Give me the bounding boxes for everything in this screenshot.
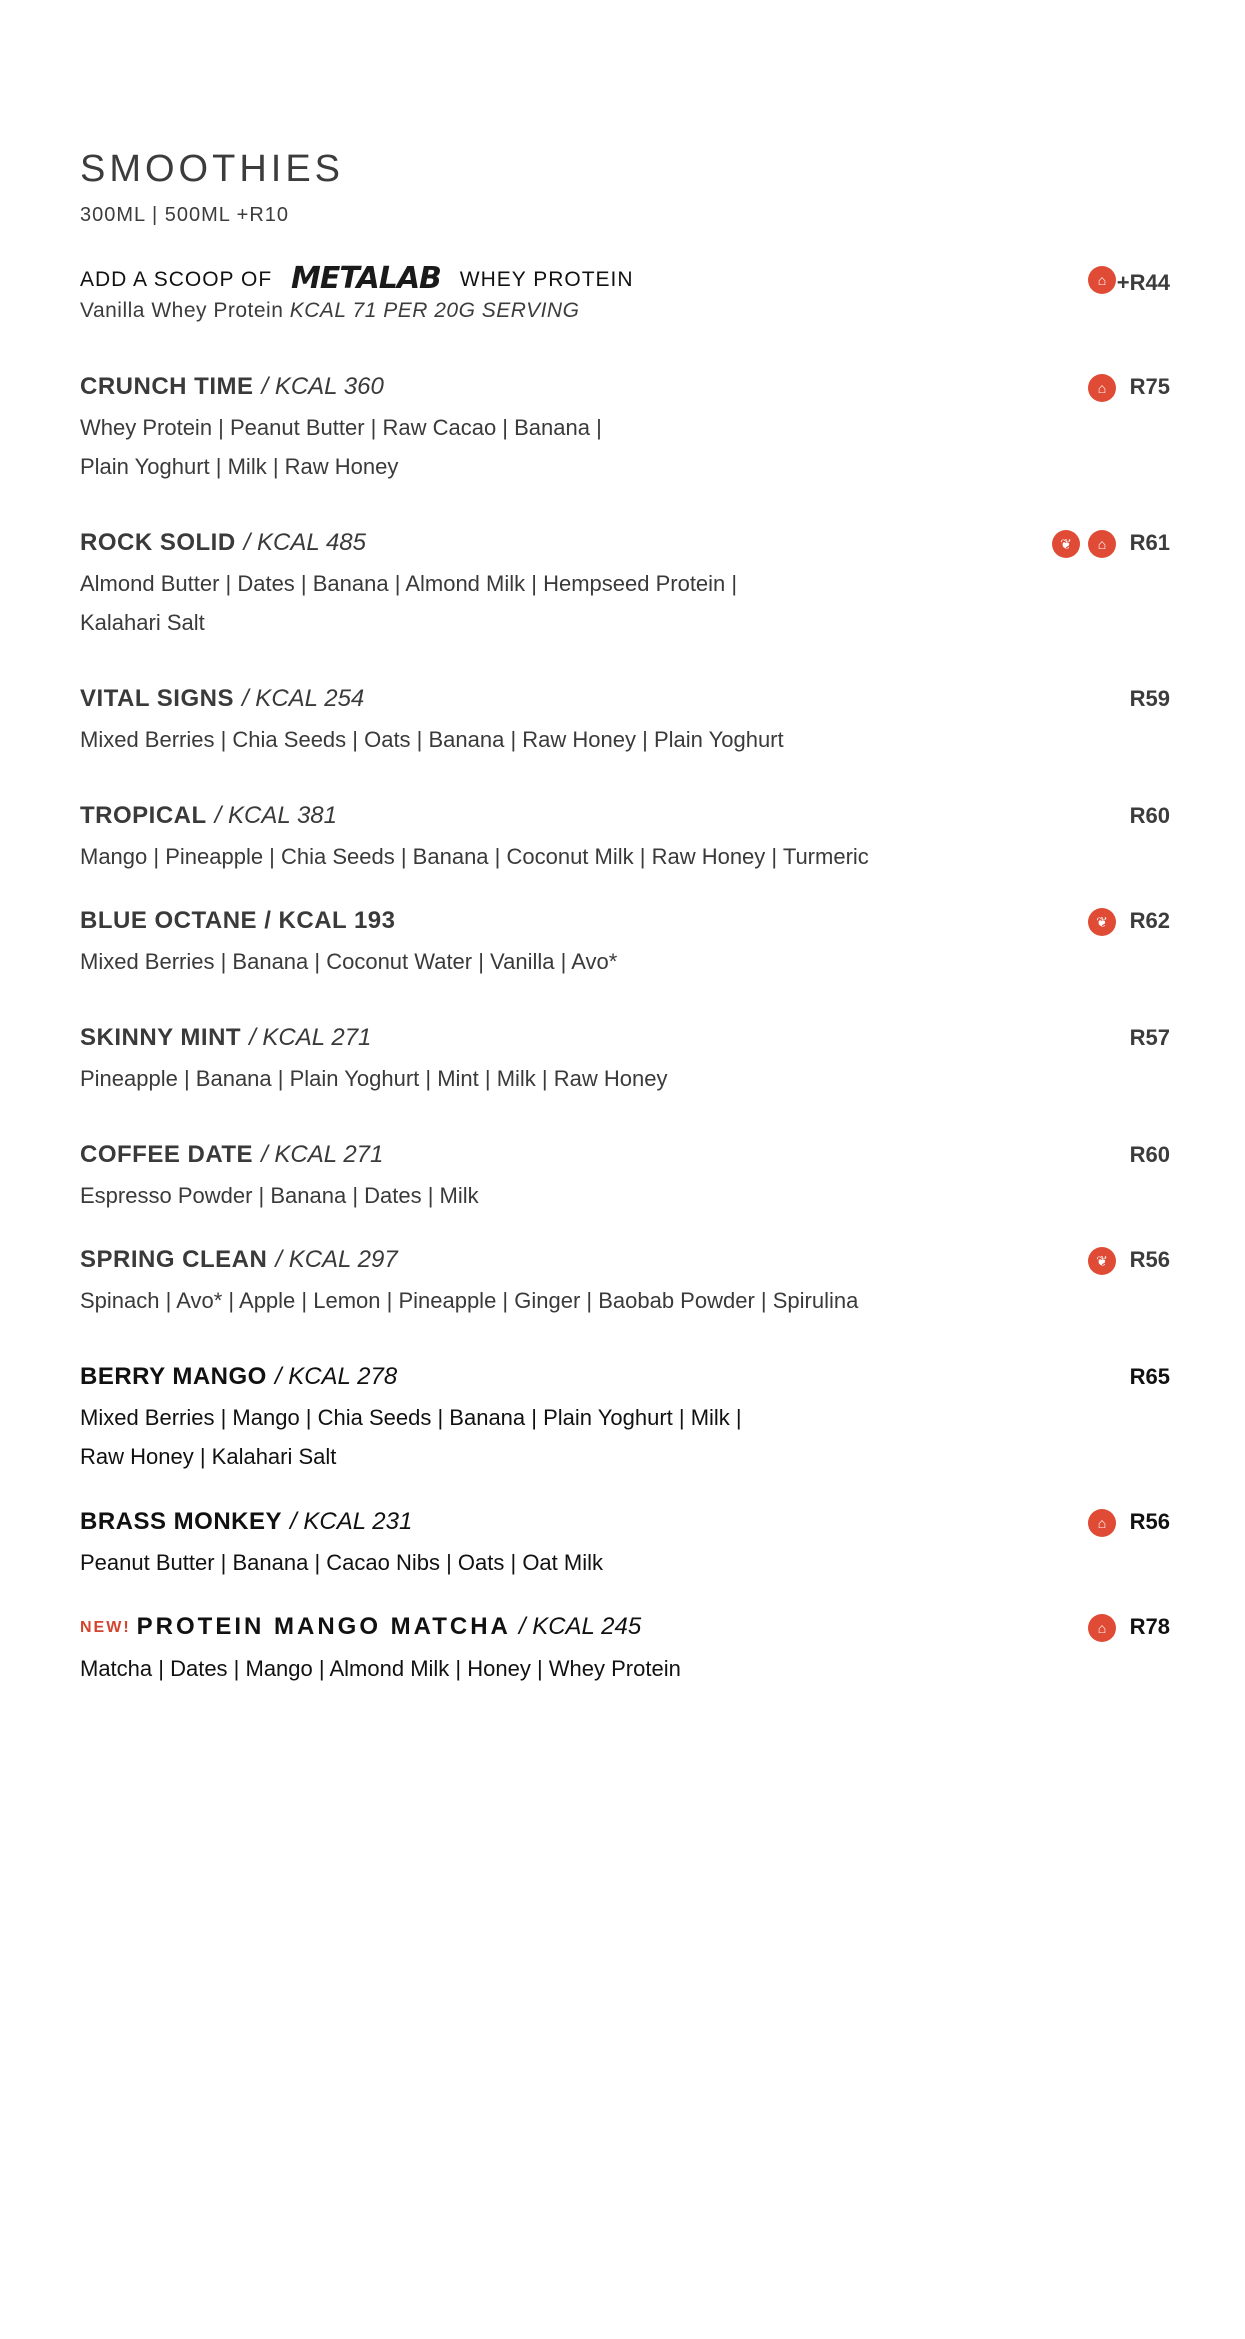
vegan-icon: ❦ [1088, 1247, 1116, 1275]
item-description [80, 1281, 900, 1320]
item-name: SKINNY MINT [80, 1024, 242, 1051]
item-price: R60 [1129, 803, 1170, 828]
item-price: R60 [1129, 1142, 1170, 1167]
item-name: BERRY MANGO [80, 1363, 267, 1390]
item-description [80, 564, 900, 642]
menu-item [80, 1507, 1180, 1582]
menu-item [80, 801, 1180, 876]
item-name: BLUE OCTANE / KCAL 193 [80, 907, 396, 934]
item-kcal: / KCAL 485 [243, 529, 366, 556]
addon-prefix: ADD A SCOOP OF [80, 268, 273, 291]
item-name: TROPICAL [80, 802, 207, 829]
item-name: BRASS MONKEY [80, 1508, 283, 1535]
protein-icon: ⌂ [1088, 1614, 1116, 1642]
item-price: R56 [1129, 1509, 1170, 1534]
description-line: Whey Protein | Peanut Butter | Raw Cacao | Banana | [80, 415, 602, 440]
vegan-icon: ❦ [1052, 530, 1080, 558]
description-line: Matcha | Dates | Mango | Almond Milk | Honey | Whey Protein [80, 1656, 681, 1681]
item-price: R65 [1129, 1364, 1170, 1389]
description-line: Mixed Berries | Chia Seeds | Oats | Banana | Raw Honey | Plain Yoghurt [80, 727, 784, 752]
item-description [80, 1398, 900, 1476]
addon-sub-kcal: KCAL 71 PER 20G SERVING [289, 299, 580, 322]
menu-item [80, 906, 1180, 981]
size-note: 300ML | 500ML +R10 [80, 204, 290, 226]
item-name: COFFEE DATE [80, 1141, 254, 1168]
item-kcal: / KCAL 271 [249, 1024, 372, 1051]
item-price: R59 [1129, 686, 1170, 711]
addon-sub-label: Vanilla Whey Protein [80, 299, 284, 322]
addon-row [80, 262, 1180, 323]
menu-item [80, 684, 1180, 759]
item-price: R57 [1129, 1025, 1170, 1050]
description-line: Almond Butter | Dates | Banana | Almond Milk | Hempseed Protein | [80, 571, 738, 596]
item-price: R78 [1129, 1614, 1170, 1639]
menu-item [80, 1362, 1180, 1476]
item-price: R61 [1129, 530, 1170, 555]
description-line: Mango | Pineapple | Chia Seeds | Banana | Coconut Milk | Raw Honey | Turmeric [80, 844, 869, 869]
item-name: PROTEIN MANGO MATCHA [136, 1613, 511, 1640]
item-price: R56 [1129, 1247, 1170, 1272]
protein-icon: ⌂ [1088, 266, 1116, 294]
description-line: Kalahari Salt [80, 610, 205, 635]
item-description [80, 1649, 900, 1688]
description-line: Mixed Berries | Banana | Coconut Water | Vanilla | Avo* [80, 949, 618, 974]
item-name: SPRING CLEAN [80, 1246, 268, 1273]
item-description [80, 1176, 900, 1215]
item-name: VITAL SIGNS [80, 685, 234, 712]
menu-item [80, 1023, 1180, 1098]
description-line: Peanut Butter | Banana | Cacao Nibs | Oats | Oat Milk [80, 1550, 603, 1575]
item-name: CRUNCH TIME [80, 373, 254, 400]
item-kcal: / KCAL 231 [290, 1508, 413, 1535]
description-line: Spinach | Avo* | Apple | Lemon | Pineapple | Ginger | Baobab Powder | Spirulina [80, 1288, 859, 1313]
menu-item [80, 372, 1180, 486]
addon-suffix: WHEY PROTEIN [459, 268, 634, 291]
item-description [80, 942, 900, 981]
description-line: Plain Yoghurt | Milk | Raw Honey [80, 454, 399, 479]
item-description [80, 1059, 900, 1098]
addon-price: +R44 [1116, 270, 1170, 295]
item-description [80, 1543, 900, 1582]
item-name: ROCK SOLID [80, 529, 236, 556]
item-description [80, 720, 900, 759]
item-description [80, 837, 900, 876]
description-line: Raw Honey | Kalahari Salt [80, 1444, 337, 1469]
menu-item [80, 1612, 1180, 1688]
protein-icon: ⌂ [1088, 530, 1116, 558]
item-description [80, 408, 900, 486]
description-line: Mixed Berries | Mango | Chia Seeds | Banana | Plain Yoghurt | Milk | [80, 1405, 742, 1430]
item-kcal: / KCAL 381 [214, 802, 337, 829]
menu-item [80, 1140, 1180, 1215]
menu-item [80, 528, 1180, 642]
metalab-logo: METALAB [291, 261, 441, 296]
protein-icon: ⌂ [1088, 374, 1116, 402]
item-price: R75 [1129, 374, 1170, 399]
description-line: Pineapple | Banana | Plain Yoghurt | Mint | Milk | Raw Honey [80, 1066, 668, 1091]
item-kcal: / KCAL 271 [261, 1141, 384, 1168]
item-price: R62 [1129, 908, 1170, 933]
item-kcal: / KCAL 297 [275, 1246, 398, 1273]
menu-item [80, 1245, 1180, 1320]
new-badge: NEW! [80, 1619, 131, 1636]
protein-icon: ⌂ [1088, 1509, 1116, 1537]
page-title: SMOOTHIES [80, 148, 345, 190]
vegan-icon: ❦ [1088, 908, 1116, 936]
item-kcal: / KCAL 360 [261, 373, 384, 400]
item-kcal: / KCAL 254 [241, 685, 365, 712]
item-kcal: / KCAL 245 [518, 1613, 642, 1640]
item-kcal: / KCAL 278 [274, 1363, 398, 1390]
description-line: Espresso Powder | Banana | Dates | Milk [80, 1183, 479, 1208]
